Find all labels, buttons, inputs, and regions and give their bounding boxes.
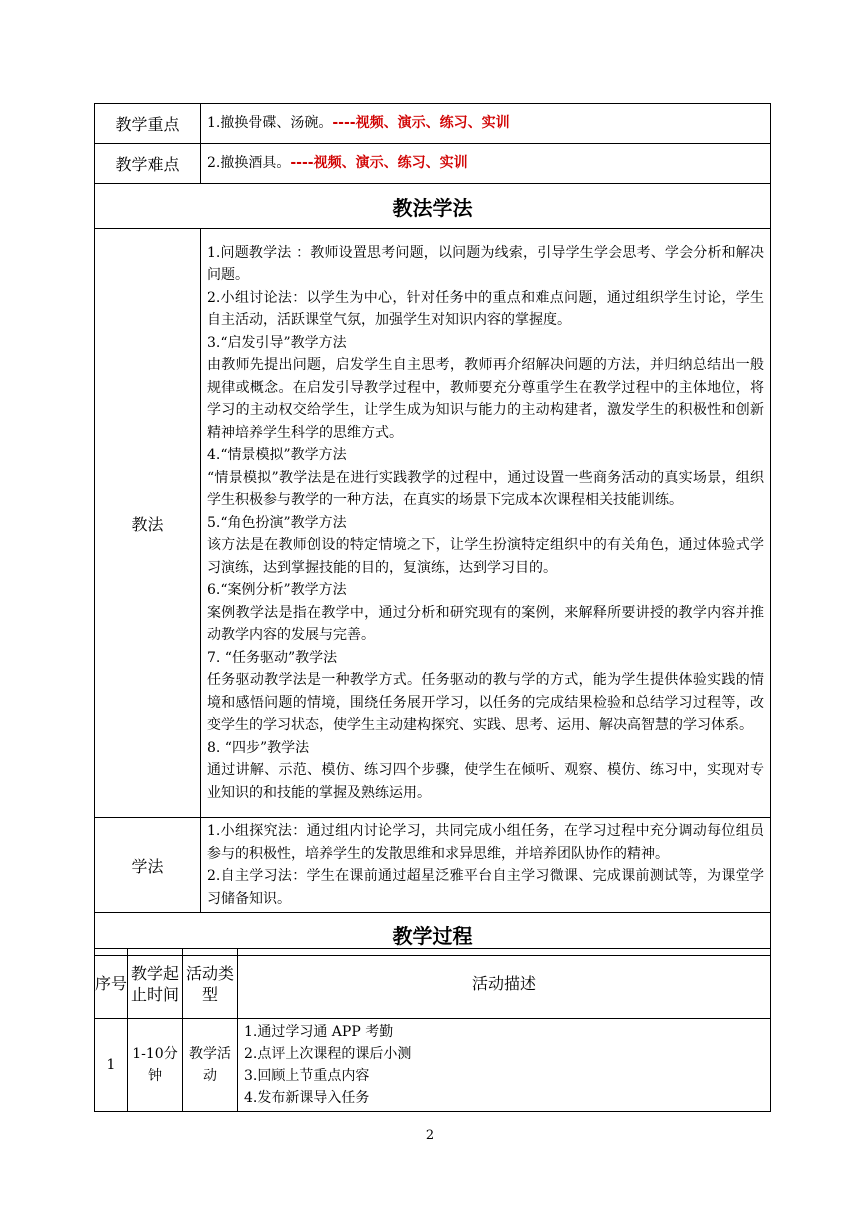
learning-method-paragraph: 1.小组探究法：通过组内讨论学习，共同完成小组任务，在学习过程中充分调动每位组员参与的积极性，培养学生的发散思维和求异思维，并培养团队协作的精神。 <box>207 823 764 862</box>
table-row <box>95 1019 771 1112</box>
process-table <box>94 948 771 1112</box>
teaching-method-paragraph: 4.“情景模拟”教学方法 <box>207 447 347 464</box>
learning-methods-label: 学法 <box>95 818 201 913</box>
teaching-method-paragraph: 由教师先提出问题，启发学生自主思考，教师再介绍解决问题的方法，并归纳总结出一般规律或概念。在启发引导教学过程中，教师要充分尊重学生在教学过程中的主体地位，将学习的主动权交给学生，让学生成为知识与能力的主动构建者，激发学生的积极性和创新精神培养学生科学的思维方式。 <box>207 357 764 441</box>
key-points-text: 1.撤换骨碟、汤碗。 <box>207 115 333 132</box>
teaching-method-paragraph: 7. “任务驱动”教学法 <box>207 649 338 666</box>
row-seq: 1 <box>95 1019 128 1112</box>
teaching-method-paragraph: 1.问题教学法 ：教师设置思考问题，以问题为线索，引导学生学会思考、学会分析和解决问题。 <box>207 244 764 284</box>
page-number: 2 <box>425 1128 435 1143</box>
learning-methods-content <box>201 818 771 913</box>
list-item: 4.发布新课导入任务 <box>244 1090 370 1106</box>
teaching-methods-content <box>201 229 771 818</box>
teaching-method-paragraph: 通过讲解、示范、模仿、练习四个步骤，使学生在倾听、观察、模仿、练习中，实现对专业知识的和技能的掌握及熟练运用。 <box>207 762 764 801</box>
header-desc: 活动描述 <box>238 949 771 1019</box>
key-points-label: 教学重点 <box>95 104 201 144</box>
header-time: 教学起止时间 <box>128 949 183 1019</box>
teaching-method-paragraph: 3.“启发引导”教学方法 <box>207 334 347 351</box>
key-points-row <box>95 104 771 144</box>
methods-section-row <box>95 184 771 229</box>
teaching-method-paragraph: 6.“案例分析”教学方法 <box>207 582 347 599</box>
teaching-method-paragraph: 2.小组讨论法：以学生为中心，针对任务中的重点和难点问题，通过组织学生讨论，学生自主活动，活跃课堂气氛，加强学生对知识内容的掌握度。 <box>207 289 764 329</box>
lesson-plan-table <box>94 103 771 956</box>
teaching-method-paragraph: “情景模拟”教学法是在进行实践教学的过程中，通过设置一些商务活动的真实场景，组织学生积极参与教学的一种方法，在真实的场景下完成本次课程相关技能训练。 <box>207 469 764 509</box>
teaching-method-paragraph: 案例教学法是指在教学中，通过分析和研究现有的案例，来解释所要讲授的教学内容并推动教学内容的发展与完善。 <box>207 604 764 644</box>
process-header-row <box>95 949 771 1019</box>
learning-method-paragraph: 2.自主学习法：学生在课前通过超星泛雅平台自主学习微课、完成课前测试等，为课堂学习储备知识。 <box>207 868 764 907</box>
teaching-methods-row <box>95 229 771 818</box>
teaching-method-paragraph: 该方法是在教师创设的特定情境之下，让学生扮演特定组织中的有关角色，通过体验式学习演练，达到掌握技能的目的，复演练，达到学习目的。 <box>207 537 764 576</box>
teaching-method-paragraph: 任务驱动教学法是一种教学方式。任务驱动的教与学的方式，能为学生提供体验实践的情境和感悟问题的情境，围绕任务展开学习，以任务的完成结果检验和总结学习过程等，改变学生的学习状态，使学生主动建构探究、实践、思考、运用、解决高智慧的学习体系。 <box>207 672 764 734</box>
process-section-title: 教学过程 <box>95 913 771 956</box>
learning-methods-row <box>95 818 771 913</box>
list-item: 2.点评上次课程的课后小测 <box>244 1046 412 1062</box>
list-item: 3.回顾上节重点内容 <box>244 1068 370 1084</box>
difficult-points-row <box>95 144 771 184</box>
row-description <box>238 1019 771 1112</box>
difficult-points-content <box>201 144 771 184</box>
methods-section-title: 教法学法 <box>95 184 771 229</box>
list-item: 1.通过学习通 APP 考勤 <box>244 1024 394 1040</box>
difficult-points-methods: ----视频、演示、练习、实训 <box>290 155 468 172</box>
difficult-points-text: 2.撤换酒具。 <box>207 155 291 172</box>
teaching-method-paragraph: 5.“角色扮演”教学方法 <box>207 514 347 531</box>
row-type: 教学活动 <box>183 1019 238 1112</box>
header-seq: 序号 <box>95 949 128 1019</box>
key-points-content <box>201 104 771 144</box>
row-time: 1-10分钟 <box>128 1019 183 1112</box>
key-points-methods: ----视频、演示、练习、实训 <box>332 115 510 132</box>
difficult-points-label: 教学难点 <box>95 144 201 184</box>
teaching-method-paragraph: 8. “四步”教学法 <box>207 739 310 756</box>
teaching-methods-label: 教法 <box>95 229 201 818</box>
header-type: 活动类型 <box>183 949 238 1019</box>
